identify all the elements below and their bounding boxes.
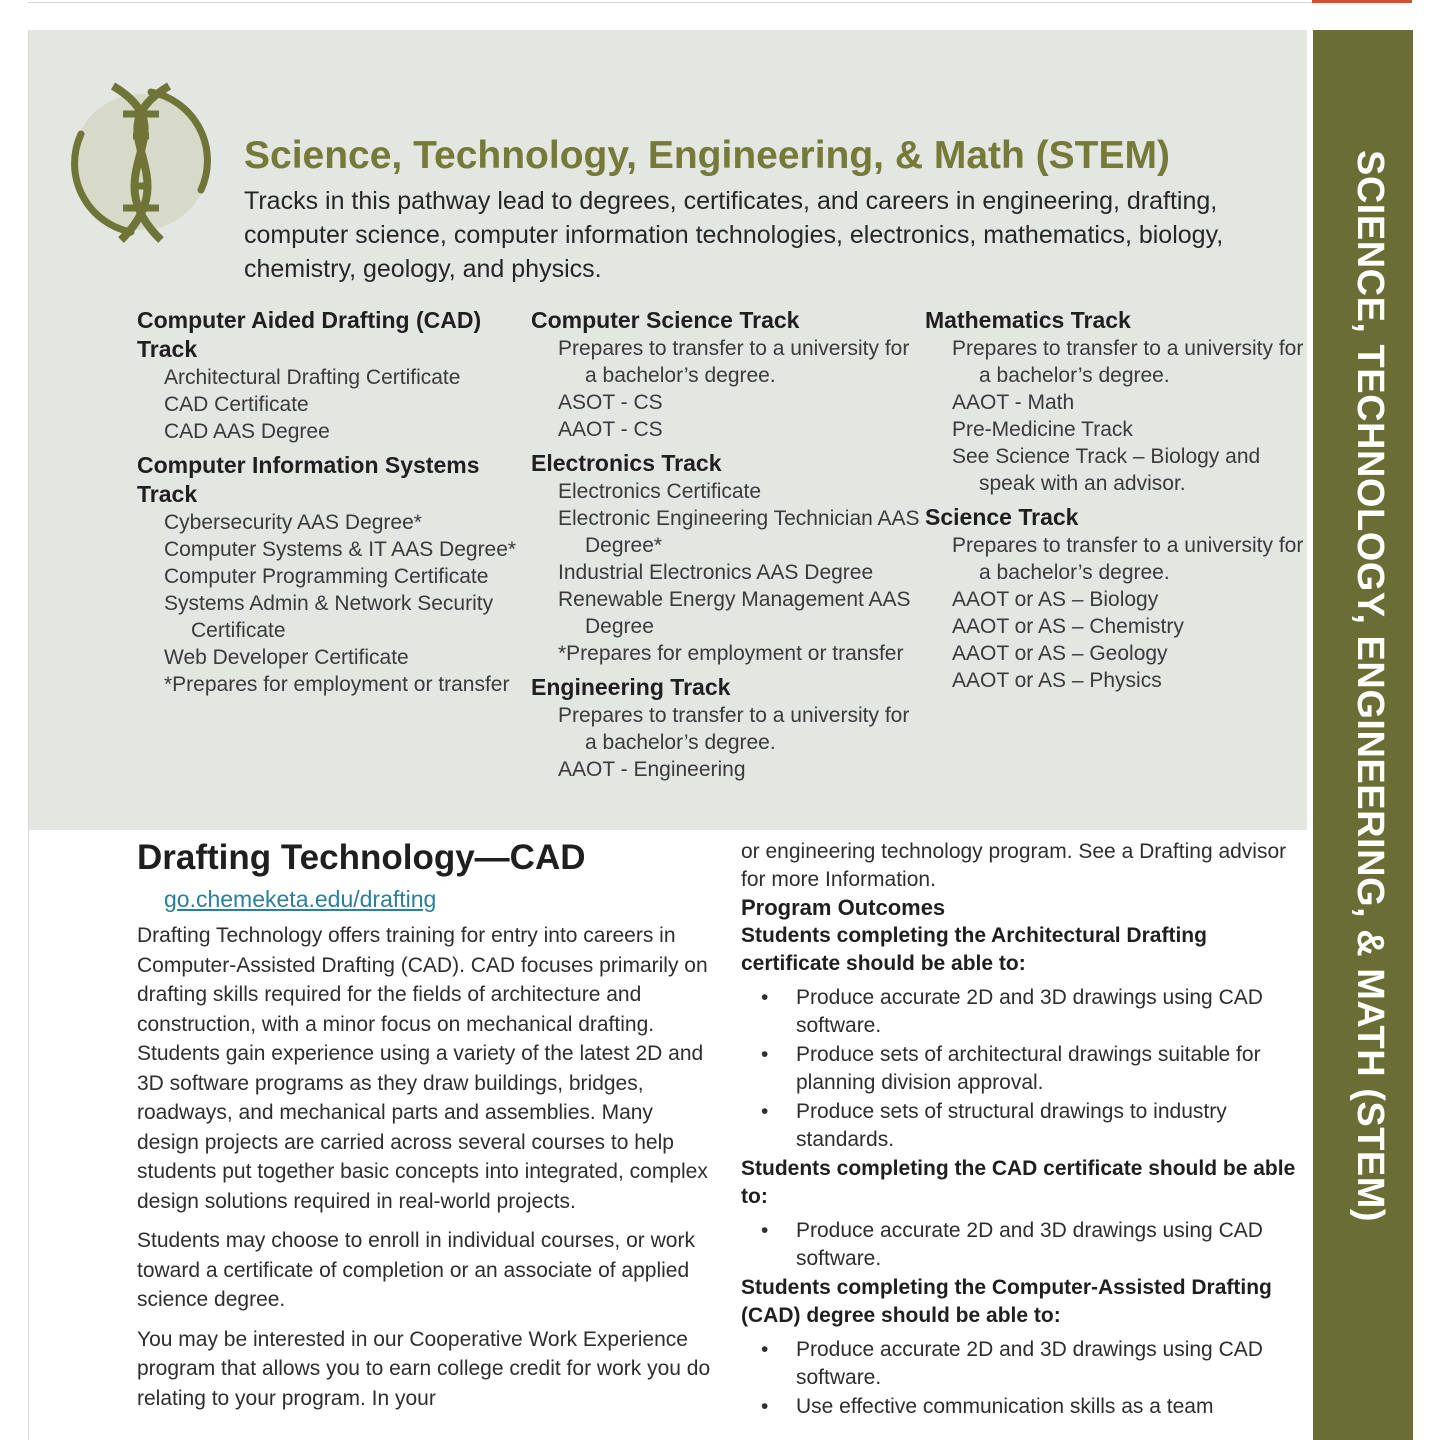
track-item: Computer Systems & IT AAS Degree*	[164, 538, 517, 561]
track-item: Architectural Drafting Certificate	[164, 366, 461, 389]
sidebar-label: SCIENCE, TECHNOLOGY, ENGINEERING, & MATH (STEM)	[1349, 150, 1391, 1223]
track-title: Mathematics Track	[925, 307, 1131, 333]
track-science	[925, 503, 1305, 694]
track-item: Renewable Energy Management AAS Degree	[558, 588, 911, 638]
track-item: ASOT - CS	[558, 391, 663, 414]
track-item: *Prepares for employment or transfer	[164, 673, 510, 696]
track-computer-science	[531, 306, 921, 443]
track-item: Industrial Electronics AAS Degree	[558, 561, 874, 584]
track-title: Science Track	[925, 504, 1079, 530]
drafting-link[interactable]: go.chemeketa.edu/drafting	[164, 886, 437, 912]
section-sidebar	[1313, 30, 1413, 1440]
track-item: Web Developer Certificate	[164, 646, 409, 669]
track-item: CAD AAS Degree	[164, 420, 330, 443]
track-item: AAOT or AS – Chemistry	[952, 615, 1184, 638]
top-accent-bar	[1312, 0, 1412, 3]
top-border	[28, 0, 1412, 3]
tracks-column-2	[531, 306, 921, 789]
outcome-item: • Use effective communication skills as a team	[761, 1395, 1214, 1418]
track-item: Prepares to transfer to a university for a bachelor’s degree.	[558, 337, 910, 387]
track-item: AAOT - CS	[558, 418, 663, 441]
track-item: *Prepares for employment or transfer	[558, 642, 904, 665]
drafting-paragraph: You may be interested in our Cooperative Work Experience program that allows you to earn college credit for work you do relating to your program. In your	[137, 1327, 711, 1410]
stem-intro: Tracks in this pathway lead to degrees, certificates, and careers in engineering, drafting, computer science, computer information technologies, electronics, mathematics, biology, chemistry, geology, and physics.	[244, 187, 1224, 283]
catalog-page	[28, 30, 1413, 1440]
program-outcomes-column	[741, 838, 1311, 1422]
track-item: AAOT - Engineering	[558, 758, 746, 781]
track-item: Cybersecurity AAS Degree*	[164, 511, 422, 534]
track-cad	[137, 306, 527, 445]
outcome-heading: Students completing the Computer-Assisted Drafting (CAD) degree should be able to:	[741, 1276, 1272, 1327]
tracks-column-3	[925, 306, 1305, 700]
track-item: Systems Admin & Network Security Certificate	[164, 592, 494, 642]
track-electronics	[531, 449, 921, 667]
drafting-body	[137, 921, 712, 1423]
track-item: AAOT or AS – Geology	[952, 642, 1168, 665]
dna-icon	[51, 72, 231, 252]
outcome-item: • Produce sets of architectural drawings suitable for planning division approval.	[761, 1043, 1261, 1094]
drafting-paragraph: Drafting Technology offers training for entry into careers in Computer-Assisted Drafting (CAD). CAD focuses primarily on drafting skills required for the fields of architecture and construction, with a minor focus on mechanical drafting. Students gain experience using a variety of the latest 2D and 3D software programs as they draw buildings, bridges, roadways, and mechanical parts and assemblies. Many design projects are carried across several courses to help students put together basic concepts into integrated, complex design solutions required in real-world projects.	[137, 924, 708, 1213]
track-cis	[137, 451, 527, 698]
track-mathematics	[925, 306, 1305, 497]
track-title: Computer Science Track	[531, 307, 800, 333]
outcome-list	[741, 1336, 1311, 1421]
track-item: AAOT or AS – Biology	[952, 588, 1159, 611]
track-engineering	[531, 673, 921, 783]
outcome-item: • Produce accurate 2D and 3D drawings using CAD software.	[761, 1219, 1263, 1270]
track-item: Prepares to transfer to a university for a bachelor’s degree.	[558, 704, 910, 754]
outcome-list	[741, 984, 1311, 1154]
track-title: Computer Aided Drafting (CAD) Track	[137, 307, 482, 362]
outcome-heading: Students completing the Architectural Drafting certificate should be able to:	[741, 924, 1207, 975]
continuation-text: or engineering technology program. See a Drafting advisor for more Information.	[741, 840, 1287, 891]
track-item: Electronics Certificate	[558, 480, 762, 503]
track-item: See Science Track – Biology and speak with an advisor.	[952, 445, 1261, 495]
track-item: Pre-Medicine Track	[952, 418, 1133, 441]
track-item: CAD Certificate	[164, 393, 309, 416]
track-title: Electronics Track	[531, 450, 722, 476]
drafting-paragraph: Students may choose to enroll in individual courses, or work toward a certificate of completion or an associate of applied science degree.	[137, 1229, 695, 1311]
drafting-title: Drafting Technology—CAD	[137, 838, 586, 877]
track-item: AAOT or AS – Physics	[952, 669, 1162, 692]
track-item: AAOT - Math	[952, 391, 1075, 414]
outcome-heading: Students completing the CAD certificate should be able to:	[741, 1157, 1296, 1208]
program-outcomes-title: Program Outcomes	[741, 895, 946, 920]
track-item: Prepares to transfer to a university for a bachelor’s degree.	[952, 337, 1304, 387]
outcome-item: • Produce accurate 2D and 3D drawings using CAD software.	[761, 986, 1263, 1037]
tracks-column-1	[137, 306, 527, 704]
outcome-item: • Produce sets of structural drawings to industry standards.	[761, 1100, 1227, 1151]
outcome-item: • Produce accurate 2D and 3D drawings using CAD software.	[761, 1338, 1263, 1389]
track-title: Engineering Track	[531, 674, 731, 700]
track-title: Computer Information Systems Track	[137, 452, 480, 507]
stem-title: Science, Technology, Engineering, & Math (STEM)	[244, 134, 1170, 177]
track-item: Electronic Engineering Technician AAS Degree*	[558, 507, 920, 557]
outcome-list	[741, 1217, 1311, 1273]
track-item: Prepares to transfer to a university for a bachelor’s degree.	[952, 534, 1304, 584]
track-item: Computer Programming Certificate	[164, 565, 489, 588]
